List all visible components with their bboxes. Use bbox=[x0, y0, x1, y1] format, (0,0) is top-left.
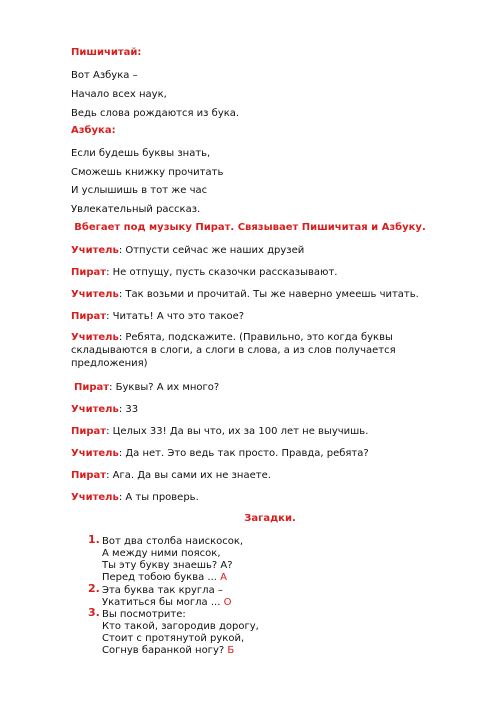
riddle-text: Перед тобою буква ... bbox=[102, 572, 221, 583]
poem-line: И услышишь в тот же час bbox=[71, 185, 208, 196]
speaker-name: Пират bbox=[71, 470, 107, 481]
riddle-number: 2. bbox=[88, 582, 100, 595]
speech-text: : Буквы? А их много? bbox=[109, 382, 220, 393]
riddle-answer: Б bbox=[227, 645, 235, 656]
riddle-line: А между ними поясок, bbox=[102, 548, 221, 559]
riddle-line: Вот два столба наискосок, bbox=[102, 536, 244, 547]
speech-text: : Ага. Да вы сами их не знаете. bbox=[106, 470, 271, 481]
speech-text: : Не отпущу, пусть сказочки рассказывают. bbox=[106, 267, 338, 278]
poem-line: Сможешь книжку прочитать bbox=[71, 167, 224, 178]
riddle-line: Стоит с протянутой рукой, bbox=[102, 633, 245, 644]
poem-line: Ведь слова рождаются из бука. bbox=[71, 108, 240, 119]
riddles-heading: Загадки. bbox=[244, 513, 296, 524]
dialogue-line bbox=[71, 310, 244, 323]
speaker-name: Пират bbox=[71, 267, 107, 278]
dialogue-line bbox=[71, 425, 368, 438]
speech-text: : А ты проверь. bbox=[118, 492, 199, 503]
poem-line: Начало всех наук, bbox=[71, 89, 167, 100]
riddle-line: Эта буква так кругла – bbox=[102, 585, 223, 596]
riddle-number: 3. bbox=[88, 606, 100, 619]
speaker-name: Учитель bbox=[71, 404, 119, 415]
dialogue-line bbox=[74, 381, 219, 394]
speech-text: : 33 bbox=[118, 404, 139, 415]
dialogue-paragraph bbox=[71, 331, 441, 370]
speaker-name: Пират bbox=[71, 426, 107, 437]
riddle-text: Укатиться бы могла ... bbox=[102, 597, 224, 608]
poem-line: Вот Азбука – bbox=[71, 70, 138, 81]
speaker-name: Учитель bbox=[71, 289, 119, 300]
dialogue-line bbox=[71, 266, 337, 279]
stage-direction: Вбегает под музыку Пират. Связывает Пишичитая и Азбуку. bbox=[74, 222, 426, 233]
riddle-text: Согнув баранкой ногу? bbox=[102, 645, 228, 656]
riddle-line: Ты эту букву знаешь? А? bbox=[102, 560, 233, 571]
speech-text: : Целых 33! Да вы что, их за 100 лет не выучишь. bbox=[106, 426, 369, 437]
speaker-name: Учитель bbox=[71, 492, 119, 503]
speech-text: : Да нет. Это ведь так просто. Правда, ребята? bbox=[118, 448, 369, 459]
speech-text: : Читать! А что это такое? bbox=[106, 311, 245, 322]
speaker-name: Учитель bbox=[71, 245, 119, 256]
speech-text: : Отпусти сейчас же наших друзей bbox=[118, 245, 305, 256]
riddle-line bbox=[102, 644, 234, 657]
riddle-answer: А bbox=[220, 572, 227, 583]
speaker-name: Учитель bbox=[71, 448, 119, 459]
riddle-line: Кто такой, загородив дорогу, bbox=[102, 621, 259, 632]
dialogue-line bbox=[71, 403, 138, 416]
dialogue-line bbox=[71, 469, 271, 482]
riddle-line bbox=[102, 571, 227, 584]
speaker-name: Пират bbox=[74, 382, 110, 393]
dialogue-line bbox=[71, 447, 369, 460]
dialogue-line bbox=[71, 244, 304, 257]
poem-line: Увлекательный рассказ. bbox=[71, 204, 201, 215]
dialogue-line bbox=[71, 288, 419, 301]
speaker-name: Учитель bbox=[71, 332, 119, 343]
dialogue-line bbox=[71, 491, 199, 504]
riddle-line: Вы посмотрите: bbox=[102, 609, 186, 620]
heading-pishichitai: Пишичитай: bbox=[71, 47, 142, 58]
riddle-number: 1. bbox=[88, 533, 100, 546]
speech-text: : Ребята, подскажите. (Правильно, это когда буквы складываются в слоги, а слоги в слова, а из слов получается предложения) bbox=[71, 332, 396, 369]
poem-line: Если будешь буквы знать, bbox=[71, 148, 211, 159]
riddle-answer: О bbox=[223, 597, 232, 608]
speaker-name: Пират bbox=[71, 311, 107, 322]
heading-azbuka: Азбука: bbox=[71, 125, 116, 136]
speech-text: : Так возьми и прочитай. Ты же наверно умеешь читать. bbox=[118, 289, 419, 300]
